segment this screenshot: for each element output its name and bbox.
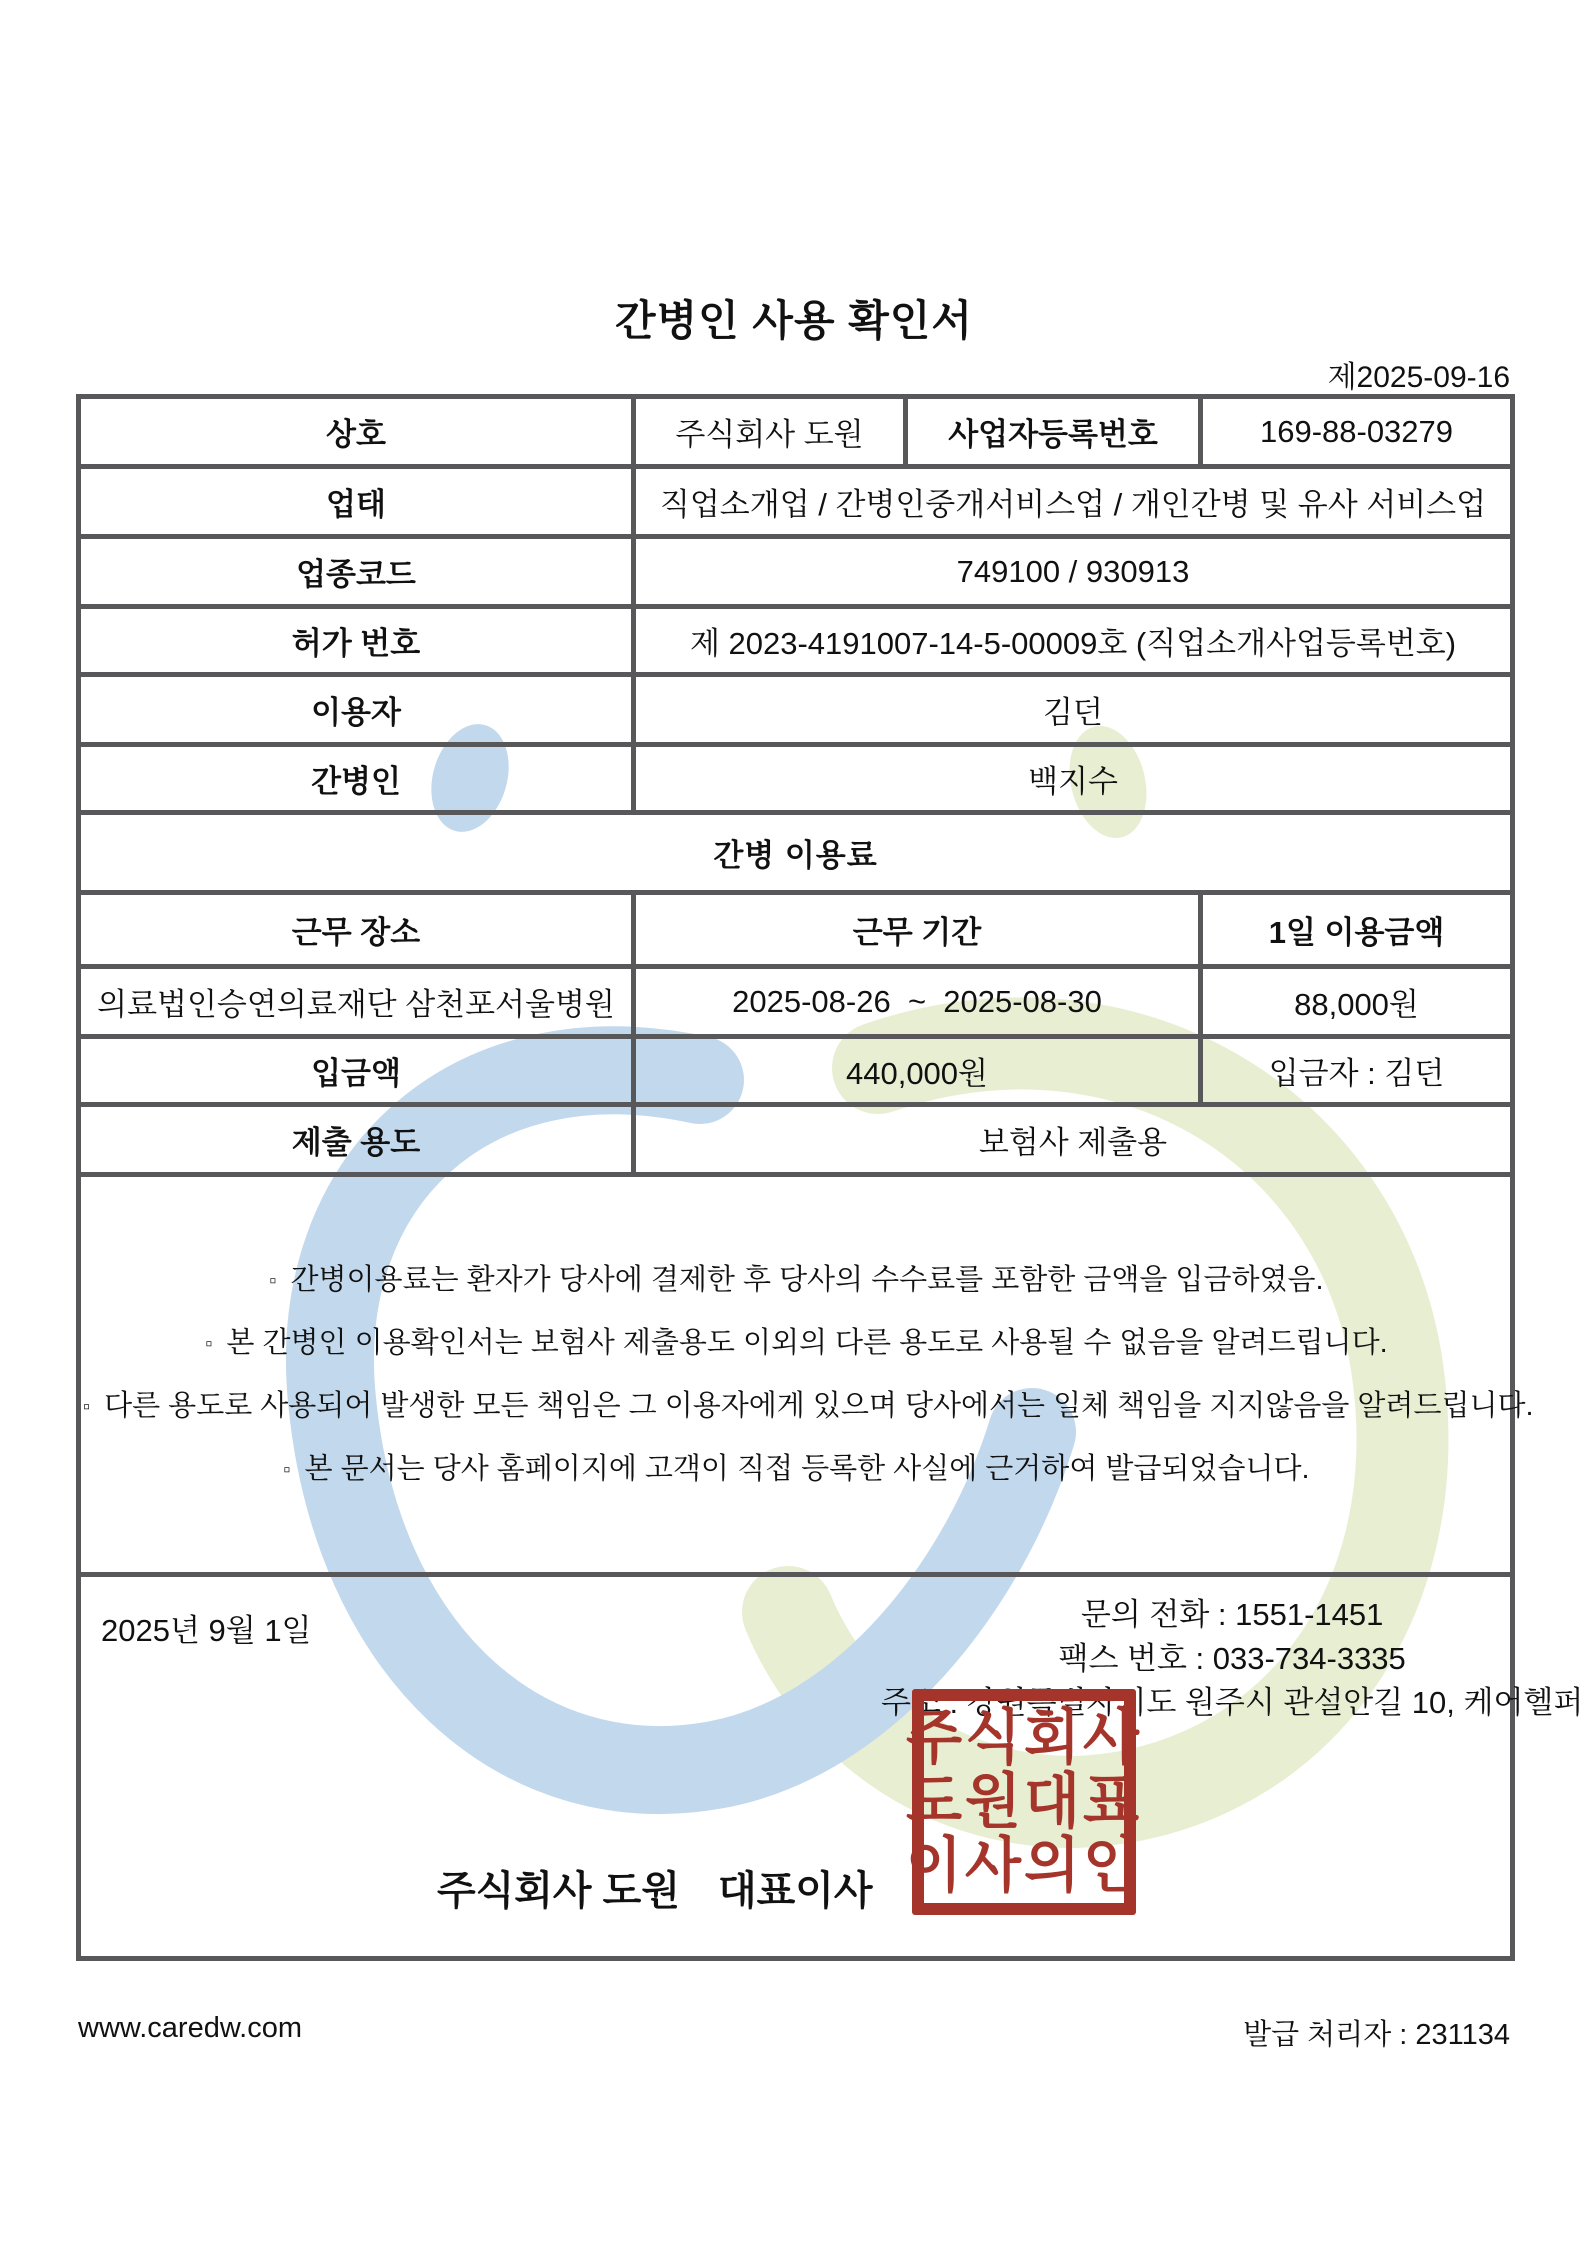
deposit-label: 입금액: [79, 1037, 634, 1105]
corporate-seal-stamp: [905, 1689, 1143, 1915]
user-value: 김던: [634, 675, 1513, 745]
fee-section-title: 간병 이용료: [79, 813, 1513, 893]
note-text: 간병이용료는 환자가 당사에 결제한 후 당사의 수수료를 포함한 금액을 입금하였음.: [290, 1263, 1324, 1296]
business-type-label: 업태: [79, 467, 634, 537]
footer-cell: [79, 1575, 1584, 1959]
signature-role: 대표이사: [717, 1869, 873, 1913]
seal-text: 주식회사: [905, 1703, 1143, 1772]
caregiver-label: 간병인: [79, 745, 634, 813]
company-name-label: 상호: [79, 397, 634, 467]
issue-date: 2025년 9월 1일: [101, 1613, 312, 1648]
bullet-icon: ▫: [83, 1395, 91, 1418]
notes-cell: [79, 1175, 1534, 1575]
note-item: [81, 1249, 1510, 1312]
license-number-value: 제 2023-4191007-14-5-00009호 (직업소개사업등록번호): [634, 607, 1513, 675]
work-place-header: 근무 장소: [79, 893, 634, 967]
license-number-label: 허가 번호: [79, 607, 634, 675]
table-row: [79, 537, 1513, 607]
fee-section-title-row: [79, 813, 1513, 893]
company-name-value: 주식회사 도원: [634, 397, 906, 467]
depositor-name: : 김던: [1358, 1056, 1445, 1091]
depositor-cell: [1201, 1037, 1513, 1105]
confirmation-table: [76, 394, 1584, 1961]
bullet-icon: ▫: [269, 1269, 277, 1292]
industry-code-value: 749100 / 930913: [634, 537, 1513, 607]
daily-fee-value: 88,000원: [1201, 967, 1513, 1037]
table-row: [79, 467, 1513, 537]
table-row: [79, 675, 1513, 745]
table-row: [79, 397, 1513, 467]
caregiver-value: 백지수: [634, 745, 1513, 813]
deposit-amount: 440,000원: [634, 1037, 1201, 1105]
note-item: [81, 1375, 1534, 1438]
note-text: 본 문서는 당사 홈페이지에 고객이 직접 등록한 사실에 근거하여 발급되었습니다.: [304, 1452, 1310, 1485]
footer-row: [79, 1575, 1513, 1959]
contact-address: 주소 : 강원특별자치도 원주시 관설안길 10, 케어헬퍼: [881, 1685, 1584, 1720]
document-number: 제2025-09-16: [1327, 361, 1510, 394]
business-number-value: 169-88-03279: [1201, 397, 1513, 467]
industry-code-label: 업종코드: [79, 537, 634, 607]
fee-header-row: [79, 893, 1513, 967]
note-text: 다른 용도로 사용되어 발생한 모든 책임은 그 이용자에게 있으며 당사에서는 일체 책임을 지지않음을 알려드립니다.: [104, 1389, 1534, 1422]
depositor-label: 입금자: [1268, 1056, 1359, 1091]
note-item: [81, 1438, 1510, 1501]
page-title: 간병인 사용 확인서: [615, 297, 973, 344]
fee-data-row: [79, 967, 1513, 1037]
signature-company: 주식회사 도원: [437, 1869, 680, 1913]
page-footer: [78, 2012, 1510, 2053]
contact-fax: 팩스 번호 : 033-734-3335: [1058, 1641, 1406, 1676]
user-label: 이용자: [79, 675, 634, 745]
bullet-icon: ▫: [205, 1332, 213, 1355]
seal-text: 도원대표: [905, 1767, 1143, 1836]
work-period-header: 근무 기간: [634, 893, 1201, 967]
purpose-value: 보험사 제출용: [634, 1105, 1513, 1175]
issuer-id: 발급 처리자 : 231134: [1243, 2019, 1510, 2051]
signature-line: [437, 1859, 873, 1916]
note-item: [81, 1312, 1510, 1375]
note-text: 본 간병인 이용확인서는 보험사 제출용도 이외의 다른 용도로 사용될 수 없음을 알려드립니다.: [226, 1326, 1388, 1359]
work-place-value: 의료법인승연의료재단 삼천포서울병원: [79, 967, 634, 1037]
business-type-value: 직업소개업 / 간병인중개서비스업 / 개인간병 및 유사 서비스업: [634, 467, 1513, 537]
notes-row: [79, 1175, 1513, 1575]
contact-phone: 문의 전화 : 1551-1451: [1080, 1597, 1384, 1632]
seal-text: 이사의인: [905, 1831, 1143, 1900]
table-row: [79, 607, 1513, 675]
deposit-row: [79, 1037, 1513, 1105]
bullet-icon: ▫: [283, 1458, 291, 1481]
website-url: www.caredw.com: [78, 2012, 303, 2044]
work-period-value: 2025-08-26 ~ 2025-08-30: [634, 967, 1201, 1037]
business-number-label: 사업자등록번호: [906, 397, 1201, 467]
table-row: [79, 745, 1513, 813]
daily-fee-header: 1일 이용금액: [1201, 893, 1513, 967]
purpose-row: [79, 1105, 1513, 1175]
purpose-label: 제출 용도: [79, 1105, 634, 1175]
